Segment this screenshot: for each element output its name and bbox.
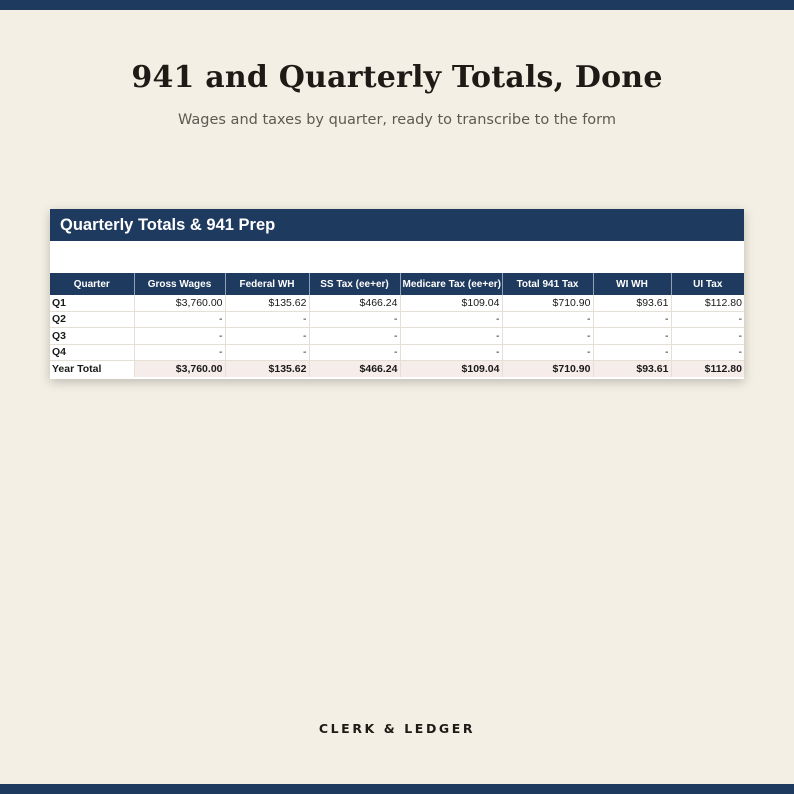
- federal-wh-total[interactable]: $135.62: [225, 361, 309, 377]
- col-header-gross-wages[interactable]: Gross Wages: [134, 273, 225, 295]
- medicare-tax-cell[interactable]: -: [400, 311, 502, 328]
- col-header-quarter[interactable]: Quarter: [50, 273, 134, 295]
- year-total-row: [50, 361, 744, 377]
- col-header-total-941-tax[interactable]: Total 941 Tax: [502, 273, 593, 295]
- gross-wages-cell[interactable]: -: [134, 328, 225, 345]
- federal-wh-cell[interactable]: -: [225, 344, 309, 361]
- top-band: [0, 0, 794, 10]
- col-header-ss-tax[interactable]: SS Tax (ee+er): [309, 273, 400, 295]
- table-row: [50, 295, 744, 311]
- ss-tax-total[interactable]: $466.24: [309, 361, 400, 377]
- federal-wh-cell[interactable]: -: [225, 311, 309, 328]
- table-row: [50, 328, 744, 345]
- total-941-tax-cell[interactable]: -: [502, 344, 593, 361]
- total-941-tax-cell[interactable]: -: [502, 328, 593, 345]
- year-total-label[interactable]: Year Total: [50, 361, 134, 377]
- header-row: [50, 273, 744, 295]
- col-header-wi-wh[interactable]: WI WH: [593, 273, 671, 295]
- col-header-ui-tax[interactable]: UI Tax: [671, 273, 744, 295]
- quarter-label[interactable]: Q3: [50, 328, 134, 345]
- bottom-band: [0, 784, 794, 794]
- page-subtitle: Wages and taxes by quarter, ready to transcribe to the form: [177, 112, 617, 128]
- ss-tax-cell[interactable]: $466.24: [309, 295, 400, 311]
- federal-wh-cell[interactable]: $135.62: [225, 295, 309, 311]
- ui-tax-cell[interactable]: -: [671, 311, 744, 328]
- ui-tax-total[interactable]: $112.80: [671, 361, 744, 377]
- quarter-label[interactable]: Q1: [50, 295, 134, 311]
- medicare-tax-cell[interactable]: $109.04: [400, 295, 502, 311]
- wi-wh-cell[interactable]: $93.61: [593, 295, 671, 311]
- ss-tax-cell[interactable]: -: [309, 344, 400, 361]
- spreadsheet-card: [50, 209, 744, 379]
- federal-wh-cell[interactable]: -: [225, 328, 309, 345]
- ss-tax-cell[interactable]: -: [309, 311, 400, 328]
- ui-tax-cell[interactable]: $112.80: [671, 295, 744, 311]
- medicare-tax-total[interactable]: $109.04: [400, 361, 502, 377]
- sheet-title: Quarterly Totals & 941 Prep: [50, 209, 744, 241]
- table-row: [50, 344, 744, 361]
- wi-wh-cell[interactable]: -: [593, 311, 671, 328]
- wi-wh-total[interactable]: $93.61: [593, 361, 671, 377]
- blank-row: [50, 241, 744, 273]
- quarter-label[interactable]: Q2: [50, 311, 134, 328]
- wi-wh-cell[interactable]: -: [593, 344, 671, 361]
- table-row: [50, 311, 744, 328]
- gross-wages-cell[interactable]: -: [134, 311, 225, 328]
- ui-tax-cell[interactable]: -: [671, 328, 744, 345]
- ss-tax-cell[interactable]: -: [309, 328, 400, 345]
- quarterly-totals-table: [50, 273, 744, 377]
- total-941-tax-total[interactable]: $710.90: [502, 361, 593, 377]
- page-title: 941 and Quarterly Totals, Done: [131, 60, 663, 95]
- gross-wages-cell[interactable]: $3,760.00: [134, 295, 225, 311]
- col-header-medicare-tax[interactable]: Medicare Tax (ee+er): [400, 273, 502, 295]
- medicare-tax-cell[interactable]: -: [400, 328, 502, 345]
- gross-wages-total[interactable]: $3,760.00: [134, 361, 225, 377]
- total-941-tax-cell[interactable]: -: [502, 311, 593, 328]
- ui-tax-cell[interactable]: -: [671, 344, 744, 361]
- total-941-tax-cell[interactable]: $710.90: [502, 295, 593, 311]
- brand-wordmark: CLERK & LEDGER: [318, 721, 476, 736]
- col-header-federal-wh[interactable]: Federal WH: [225, 273, 309, 295]
- wi-wh-cell[interactable]: -: [593, 328, 671, 345]
- gross-wages-cell[interactable]: -: [134, 344, 225, 361]
- quarter-label[interactable]: Q4: [50, 344, 134, 361]
- medicare-tax-cell[interactable]: -: [400, 344, 502, 361]
